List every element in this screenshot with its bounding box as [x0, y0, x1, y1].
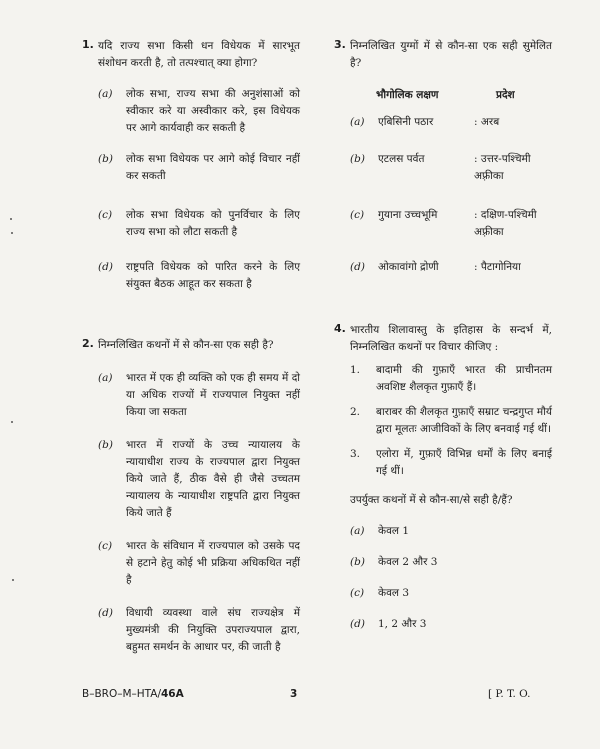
right-column — [334, 38, 552, 633]
option-label: (d) — [350, 618, 365, 630]
question-2 — [82, 337, 300, 656]
option-text: भारत में राज्यों के उच्च न्यायालय के न्यायाधीश राज्य के राज्यपाल द्वारा नियुक्त किये जाते हैं, ठीक वैसे ही जैसे उच्चतम न्यायालय के न्यायाधीश राष्ट्रपति द्वारा नियुक्त किये जाते हैं — [126, 439, 300, 519]
option-label: (b) — [350, 556, 365, 568]
question-1 — [82, 38, 300, 293]
question-4 — [334, 322, 552, 633]
option-label: (a) — [350, 525, 365, 537]
scan-speck — [11, 232, 13, 234]
pair-feature: गुयाना उच्चभूमि — [378, 209, 438, 221]
option-b — [350, 554, 552, 571]
header-region: प्रदेश — [496, 89, 515, 101]
paper-code-suffix: 46A — [161, 688, 184, 700]
option-a — [98, 370, 300, 421]
option-label: (c) — [350, 209, 365, 221]
option-text: भारत में एक ही व्यक्ति को एक ही समय में दो या अधिक राज्यों में राज्यपाल नियुक्त नहीं किया जा सकता — [126, 372, 300, 418]
option-text: केवल 3 — [378, 587, 410, 599]
option-label: (b) — [350, 153, 365, 165]
option-label: (a) — [98, 372, 113, 384]
paper-code-prefix: B–BRO–M–HTA/ — [82, 688, 161, 700]
option-b — [98, 151, 300, 185]
pair-d — [350, 259, 552, 276]
option-a — [98, 86, 300, 137]
option-b — [98, 437, 300, 522]
option-label: (c) — [350, 587, 365, 599]
pair-feature: एबिसिनी पठार — [378, 116, 434, 128]
question-stem: यदि राज्य सभा किसी धन विधेयक में सारभूत संशोधन करती है, तो तत्पश्चात् क्या होगा? — [98, 40, 300, 69]
option-c — [350, 585, 552, 602]
question-3 — [334, 38, 552, 276]
option-text: लोक सभा, राज्य सभा की अनुशंसाओं को स्वीकार करे या अस्वीकार करे, इस विधेयक पर आगे कार्यवाही कर सकती है — [126, 88, 300, 134]
statement-3 — [350, 446, 552, 480]
statement-text: बादामी की गुफ़ाएँ भारत की प्राचीनतम अवशिष्ट शैलकृत गुफ़ाएँ हैं। — [376, 364, 552, 393]
option-text: केवल 2 और 3 — [378, 556, 438, 568]
left-column — [82, 38, 300, 656]
option-text: केवल 1 — [378, 525, 410, 537]
option-text: लोक सभा विधेयक पर आगे कोई विचार नहीं कर सकती — [126, 153, 300, 182]
paper-code — [82, 688, 184, 700]
option-d — [98, 259, 300, 293]
header-feature: भौगोलिक लक्षण — [376, 89, 439, 101]
option-d — [98, 605, 300, 656]
option-text: विधायी व्यवस्था वाले संघ राज्यक्षेत्र में मुख्यमंत्री की नियुक्ति उपराज्यपाल द्वारा, बहुमत समर्थन के आधार पर, की जाती है — [126, 607, 300, 653]
scan-speck — [12, 579, 14, 581]
option-text: राष्ट्रपति विधेयक को पारित करने के लिए संयुक्त बैठक आहूत कर सकता है — [126, 261, 300, 290]
option-label: (b) — [98, 439, 113, 451]
pair-region: : अरब — [474, 116, 500, 128]
question-stem: निम्नलिखित कथनों में से कौन-सा एक सही है? — [98, 339, 274, 351]
question-number: 3. — [334, 38, 346, 51]
pair-c — [350, 207, 552, 241]
option-label: (c) — [98, 209, 113, 221]
pto-marker: [ P. T. O. — [488, 688, 531, 700]
statement-number: 1. — [350, 364, 361, 376]
statement-1 — [350, 362, 552, 396]
question-number: 2. — [82, 337, 94, 350]
option-text: भारत के संविधान में राज्यपाल को उसके पद से हटाने हेतु कोई भी प्रक्रिया अधिकथित नहीं है — [126, 540, 300, 586]
option-d — [350, 616, 552, 633]
pair-feature: ओकावांगो द्रोणी — [378, 261, 439, 273]
statement-number: 2. — [350, 406, 361, 418]
option-text: लोक सभा विधेयक को पुनर्विचार के लिए राज्य सभा को लौटा सकती है — [126, 209, 300, 238]
option-a — [350, 523, 552, 540]
option-label: (d) — [98, 261, 113, 273]
question-number: 4. — [334, 322, 346, 335]
pair-b — [350, 151, 552, 185]
statement-2 — [350, 404, 552, 438]
question-stem: निम्नलिखित युग्मों में से कौन-सा एक सही सुमेलित है? — [350, 40, 552, 69]
pair-a — [350, 114, 552, 131]
scan-speck — [11, 421, 13, 423]
option-c — [98, 207, 300, 241]
option-text: 1, 2 और 3 — [378, 618, 427, 630]
pair-feature: एटलस पर्वत — [378, 153, 425, 165]
option-label: (d) — [350, 261, 365, 273]
page-number: 3 — [290, 688, 298, 700]
question-stem: भारतीय शिलावास्तु के इतिहास के सन्दर्भ में, निम्नलिखित कथनों पर विचार कीजिए : — [350, 324, 552, 353]
match-table-header — [376, 88, 552, 102]
question-ask: उपर्युक्त कथनों में से कौन-सा/से सही है/हैं? — [350, 494, 513, 506]
pair-region: : दक्षिण-पश्चिमी अफ़्रीका — [474, 209, 537, 238]
option-label: (b) — [98, 153, 113, 165]
statement-text: बाराबर की शैलकृत गुफ़ाएँ सम्राट चन्द्रगुप्त मौर्य द्वारा मूलतः आजीविकों के लिए बनवाई गई थीं। — [376, 406, 552, 435]
option-label: (a) — [350, 116, 365, 128]
pair-region: : पैटागोनिया — [474, 261, 521, 273]
option-label: (c) — [98, 540, 113, 552]
statement-number: 3. — [350, 448, 361, 460]
option-c — [98, 538, 300, 589]
scan-speck — [10, 218, 12, 220]
option-label: (a) — [98, 88, 113, 100]
option-label: (d) — [98, 607, 113, 619]
question-number: 1. — [82, 38, 94, 51]
statement-text: एलोरा में, गुफ़ाएँ विभिन्न धर्मों के लिए बनाई गई थीं। — [376, 448, 552, 477]
pair-region: : उत्तर-पश्चिमी अफ़्रीका — [474, 153, 531, 182]
